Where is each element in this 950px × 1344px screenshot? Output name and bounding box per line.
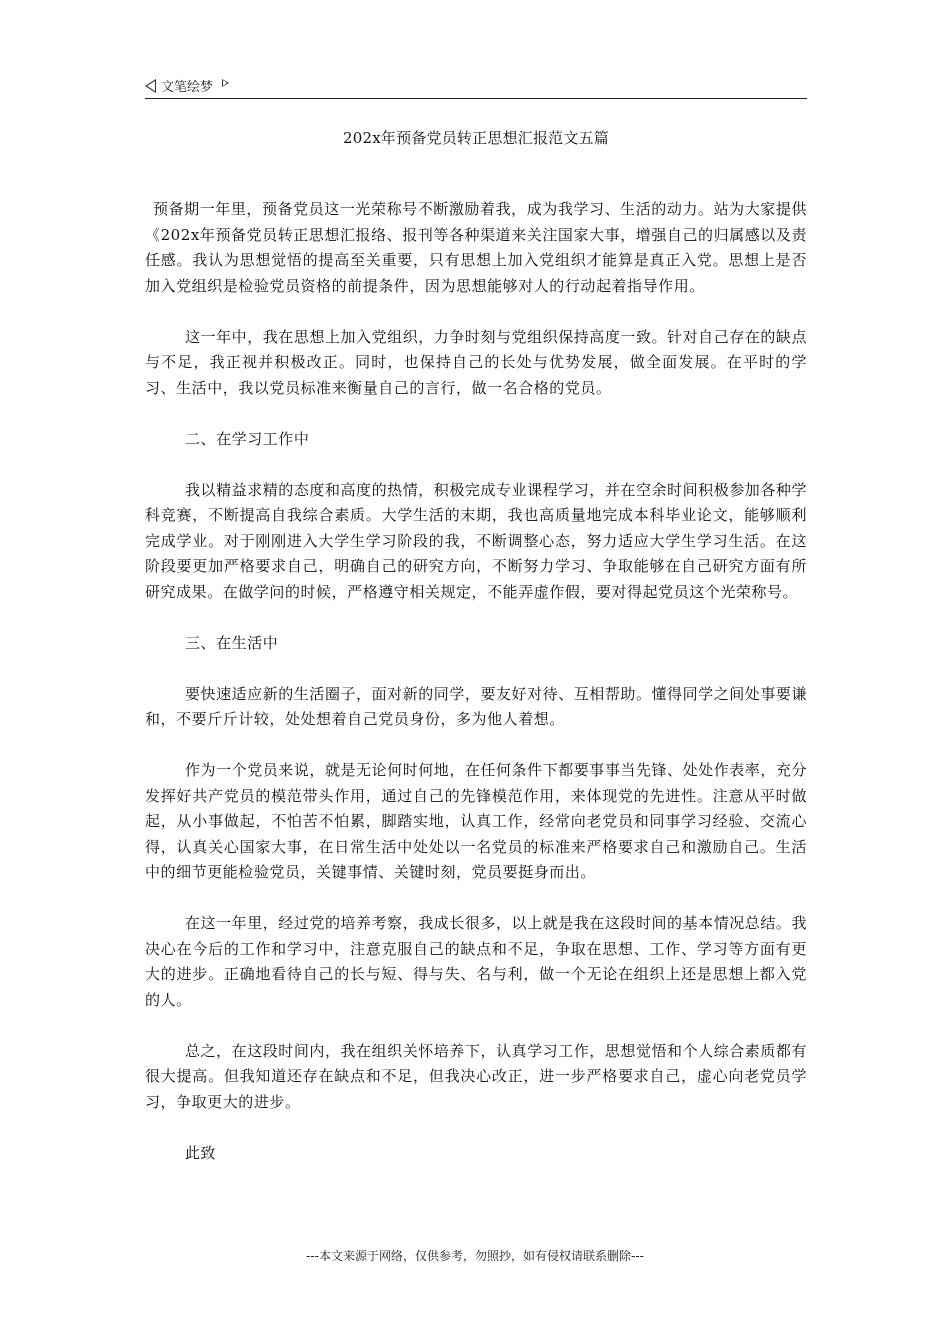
paragraph: 要快速适应新的生活圈子，面对新的同学，要友好对待、互相帮助。懂得同学之间处事要谦和，不要斤斤计较，处处想着自己党员身份，多为他人着想。 — [145, 684, 808, 728]
brand-name: 文笔绘梦 — [161, 80, 214, 95]
page-header — [145, 74, 807, 99]
triangle-right-icon — [222, 79, 229, 87]
paragraph: 总之，在这段时间内，我在组织关怀培养下，认真学习工作，思想觉悟和个人综合素质都有很大提高。但我知道还存在缺点和不足，但我决心改正，进一步严格要求自己，虚心向老党员学习，争取更大的进步。 — [145, 1041, 808, 1111]
triangle-left-icon — [145, 79, 156, 93]
page-footer-disclaimer: ---本文来源于网络，仅供参考，勿照抄，如有侵权请联系删除--- — [306, 1249, 644, 1263]
paragraph: 作为一个党员来说，就是无论何时何地，在任何条件下都要事事当先锋、处处作表率，充分发挥好共产党员的模范带头作用，通过自己的先锋模范作用，来体现党的先进性。注意从平时做起，从小事做起，不怕苦不怕累，脚踏实地，认真工作，经常向老党员和同事学习经验、交流心得，认真关心国家大事，在日常生活中处处以一名党员的标准来严格要求自己和激励自己。生活中的细节更能检验党员，关键事情、关键时刻，党员要挺身而出。 — [145, 761, 808, 881]
paragraph-intro: 预备期一年里，预备党员这一光荣称号不断激励着我，成为我学习、生活的动力。站为大家提供《202x年预备党员转正思想汇报络、报刊等各种渠道来关注国家大事，增强自己的归属感以及责任感。我认为思想觉悟的提高至关重要，只有思想上加入党组织才能算是真正入党。思想上是否加入党组织是检验党员资格的前提条件，因为思想能够对人的行动起着指导作用。 — [145, 200, 807, 295]
brand — [145, 76, 229, 95]
paragraph: 在这一年里，经过党的培养考察，我成长很多，以上就是我在这段时间的基本情况总结。我决心在今后的工作和学习中，注意克服自己的缺点和不足，争取在思想、工作、学习等方面有更大的进步。正确地看待自己的长与短、得与失、名与利，做一个无论在组织上还是思想上都入党的人。 — [145, 914, 808, 1009]
document-body — [145, 197, 807, 1192]
closing-salutation: 此致 — [185, 1143, 217, 1162]
document-title: 202x年预备党员转正思想汇报范文五篇 — [343, 129, 609, 147]
section-heading-life: 三、在生活中 — [185, 633, 279, 652]
section-heading-study: 二、在学习工作中 — [185, 429, 310, 448]
paragraph: 我以精益求精的态度和高度的热情，积极完成专业课程学习，并在空余时间积极参加各种学科竞赛，不断提高自我综合素质。大学生活的末期，我也高质量地完成本科毕业论文，能够顺利完成学业。对于刚刚进入大学生学习阶段的我，不断调整心态，努力适应大学生学习生活。在这阶段要更加严格要求自己，明确自己的研究方向，不断努力学习、争取能够在自己研究方面有所研究成果。在做学问的时候，严格遵守相关规定，不能弄虚作假，要对得起党员这个光荣称号。 — [145, 480, 808, 601]
paragraph: 这一年中，我在思想上加入党组织，力争时刻与党组织保持高度一致。针对自己存在的缺点与不足，我正视并积极改正。同时，也保持自己的长处与优势发展，做全面发展。在平时的学习、生活中，我以党员标准来衡量自己的言行，做一名合格的党员。 — [145, 327, 808, 397]
